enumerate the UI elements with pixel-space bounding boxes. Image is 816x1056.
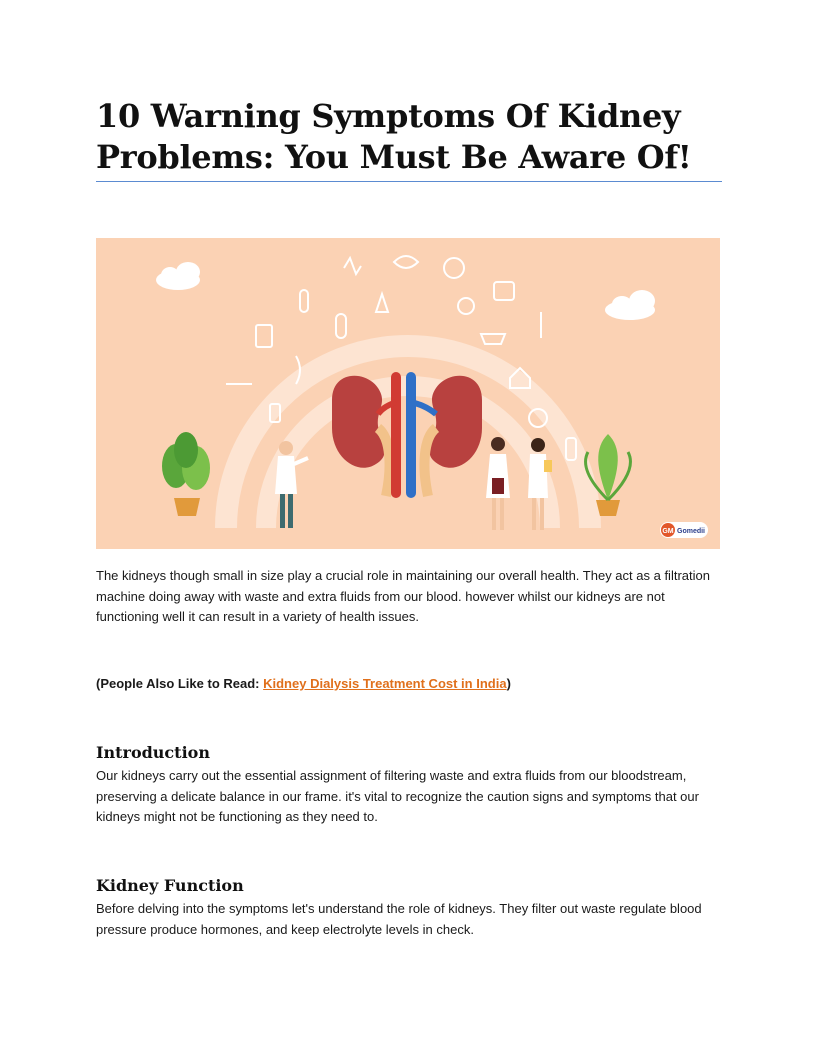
also-read-prefix: (People Also Like to Read: (96, 676, 264, 691)
logo-text: Gomedii (677, 528, 706, 535)
section-body-introduction: Our kidneys carry out the essential assignment of filtering waste and extra fluids from our bloodstream, preserving a delicate balance in our frame. it's vital to recognize the caution signs and symptoms that our kidneys might not be functioning as they need to. (96, 768, 699, 824)
logo-mark: GM (662, 528, 674, 535)
kidney-dialysis-cost-link[interactable]: Kidney Dialysis Treatment Cost in India (263, 676, 507, 691)
gomedii-logo (660, 522, 708, 538)
title-underline (96, 181, 722, 182)
section-body-kidney-function: Before delving into the symptoms let's understand the role of kidneys. They filter out waste regulate blood pressure produce hormones, and keep electrolyte levels in check. (96, 901, 702, 937)
intro-paragraph: The kidneys though small in size play a crucial role in maintaining our overall health. They act as a filtration machine doing away with waste and extra fluids from our blood. however whilst our kidneys are not functioning well it can result in a variety of health issues. (96, 568, 710, 624)
also-read-suffix: ) (506, 676, 511, 691)
section-heading-introduction: Introduction (96, 743, 210, 762)
hero-illustration (96, 238, 720, 549)
article-header (96, 96, 722, 178)
also-read-line (96, 676, 511, 691)
page-title: 10 Warning Symptoms Of Kidney Problems: You Must Be Aware Of! (96, 97, 692, 176)
section-heading-kidney-function: Kidney Function (96, 876, 244, 895)
